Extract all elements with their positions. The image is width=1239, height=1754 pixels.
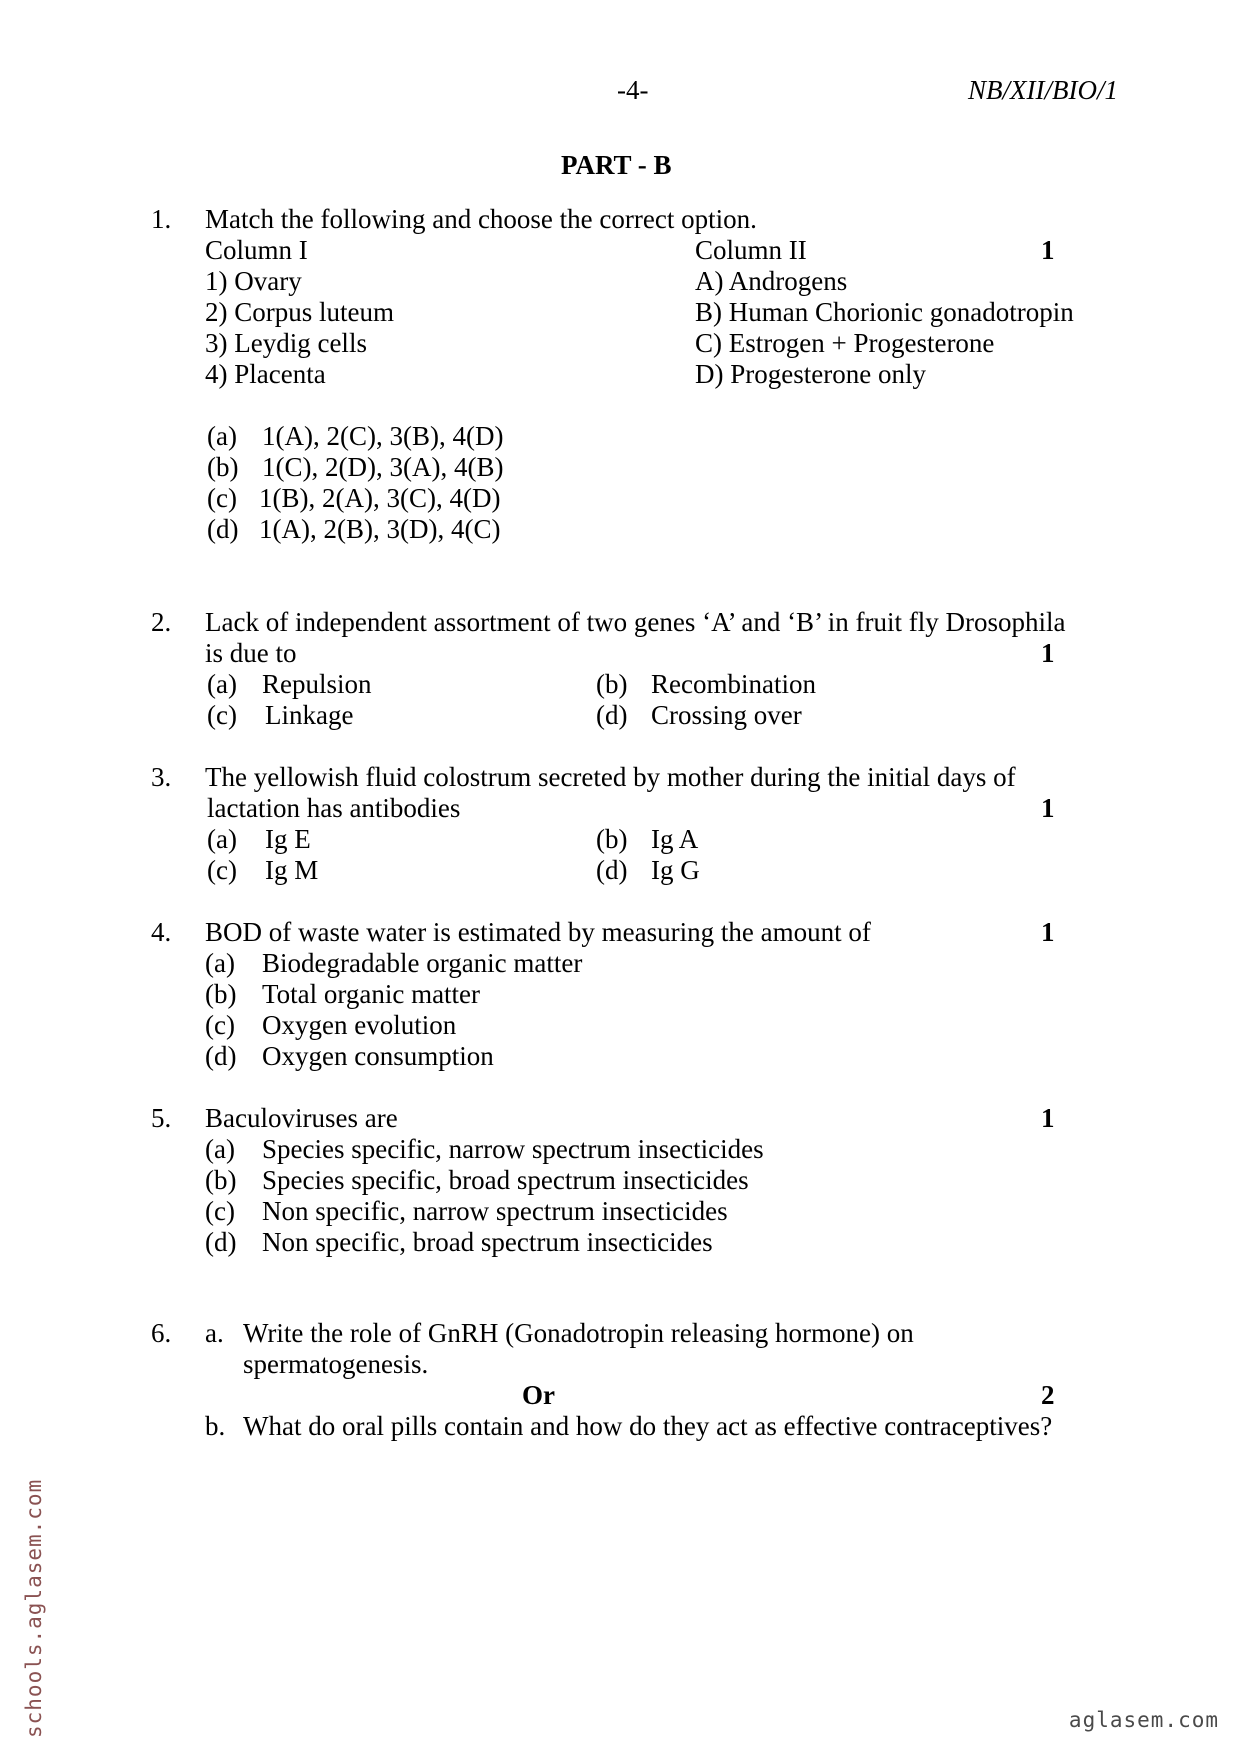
option-text: Recombination xyxy=(651,669,816,699)
option-label: (a) xyxy=(207,824,237,854)
column-2-header: Column II xyxy=(695,235,807,265)
option-text: Biodegradable organic matter xyxy=(262,948,583,978)
option-text: Oxygen evolution xyxy=(262,1010,457,1040)
question-text: Match the following and choose the correct option. xyxy=(205,204,757,234)
question-text: is due to xyxy=(205,638,297,668)
option-text: Oxygen consumption xyxy=(262,1041,494,1071)
question-text: Write the role of GnRH (Gonadotropin releasing hormone) on xyxy=(243,1318,914,1348)
column-2-item: D) Progesterone only xyxy=(695,359,926,389)
part-title: PART - B xyxy=(561,150,672,180)
option-text: Ig A xyxy=(651,824,699,854)
question-number: 2. xyxy=(151,607,172,637)
option-text: 1(B), 2(A), 3(C), 4(D) xyxy=(259,483,501,513)
option-label: (a) xyxy=(205,1134,235,1164)
question-text: BOD of waste water is estimated by measuring the amount of xyxy=(205,917,871,947)
marks: 1 xyxy=(1041,917,1055,947)
option-label: (b) xyxy=(596,824,628,854)
option-text: Repulsion xyxy=(262,669,372,699)
column-1-item: 4) Placenta xyxy=(205,359,326,389)
option-text: Non specific, broad spectrum insecticides xyxy=(262,1227,713,1257)
option-label: (b) xyxy=(596,669,628,699)
option-label: (c) xyxy=(205,1010,235,1040)
question-number: 6. xyxy=(151,1318,172,1348)
option-text: Total organic matter xyxy=(262,979,481,1009)
column-1-item: 1) Ovary xyxy=(205,266,302,296)
option-label: (d) xyxy=(205,1227,237,1257)
option-text: Non specific, narrow spectrum insecticides xyxy=(262,1196,728,1226)
question-text: The yellowish fluid colostrum secreted by mother during the initial days of xyxy=(205,762,1016,792)
column-2-item: A) Androgens xyxy=(695,266,848,296)
or-separator: Or xyxy=(522,1380,555,1410)
question-text: What do oral pills contain and how do they act as effective contraceptives? xyxy=(243,1411,1053,1441)
option-label: (a) xyxy=(207,421,237,451)
column-1-item: 2) Corpus luteum xyxy=(205,297,394,327)
marks: 1 xyxy=(1041,235,1055,265)
option-label: (c) xyxy=(207,483,237,513)
question-number: 1. xyxy=(151,204,172,234)
subquestion-label: a. xyxy=(205,1318,224,1348)
option-text: Ig G xyxy=(651,855,700,885)
column-1-header: Column I xyxy=(205,235,308,265)
side-watermark: schools.aglasem.com xyxy=(22,1478,46,1738)
option-text: 1(A), 2(B), 3(D), 4(C) xyxy=(259,514,501,544)
page-number: -4- xyxy=(617,75,649,105)
option-text: Species specific, narrow spectrum insecticides xyxy=(262,1134,764,1164)
option-text: 1(C), 2(D), 3(A), 4(B) xyxy=(262,452,504,482)
marks: 1 xyxy=(1041,1103,1055,1133)
option-label: (a) xyxy=(205,948,235,978)
option-text: 1(A), 2(C), 3(B), 4(D) xyxy=(262,421,504,451)
option-text: Species specific, broad spectrum insecticides xyxy=(262,1165,749,1195)
corner-watermark: aglasem.com xyxy=(1068,1708,1219,1732)
marks: 2 xyxy=(1041,1380,1055,1410)
option-label: (c) xyxy=(207,855,237,885)
option-label: (b) xyxy=(205,1165,237,1195)
column-2-item: B) Human Chorionic gonadotropin xyxy=(695,297,1074,327)
option-text: Linkage xyxy=(265,700,354,730)
question-number: 4. xyxy=(151,917,172,947)
option-label: (d) xyxy=(596,700,628,730)
question-text: Lack of independent assortment of two genes ‘A’ and ‘B’ in fruit fly Drosophila xyxy=(205,607,1066,637)
marks: 1 xyxy=(1041,793,1055,823)
paper-code: NB/XII/BIO/1 xyxy=(968,75,1118,105)
question-text: spermatogenesis. xyxy=(243,1349,429,1379)
question-number: 5. xyxy=(151,1103,172,1133)
question-text: Baculoviruses are xyxy=(205,1103,398,1133)
question-text: lactation has antibodies xyxy=(207,793,461,823)
option-label: (a) xyxy=(207,669,237,699)
option-text: Crossing over xyxy=(651,700,802,730)
subquestion-label: b. xyxy=(205,1411,226,1441)
option-label: (d) xyxy=(207,514,239,544)
marks: 1 xyxy=(1041,638,1055,668)
option-label: (d) xyxy=(205,1041,237,1071)
option-label: (c) xyxy=(205,1196,235,1226)
option-text: Ig M xyxy=(265,855,319,885)
column-2-item: C) Estrogen + Progesterone xyxy=(695,328,995,358)
column-1-item: 3) Leydig cells xyxy=(205,328,367,358)
question-number: 3. xyxy=(151,762,172,792)
option-label: (b) xyxy=(205,979,237,1009)
option-label: (d) xyxy=(596,855,628,885)
option-text: Ig E xyxy=(265,824,311,854)
option-label: (b) xyxy=(207,452,239,482)
option-label: (c) xyxy=(207,700,237,730)
